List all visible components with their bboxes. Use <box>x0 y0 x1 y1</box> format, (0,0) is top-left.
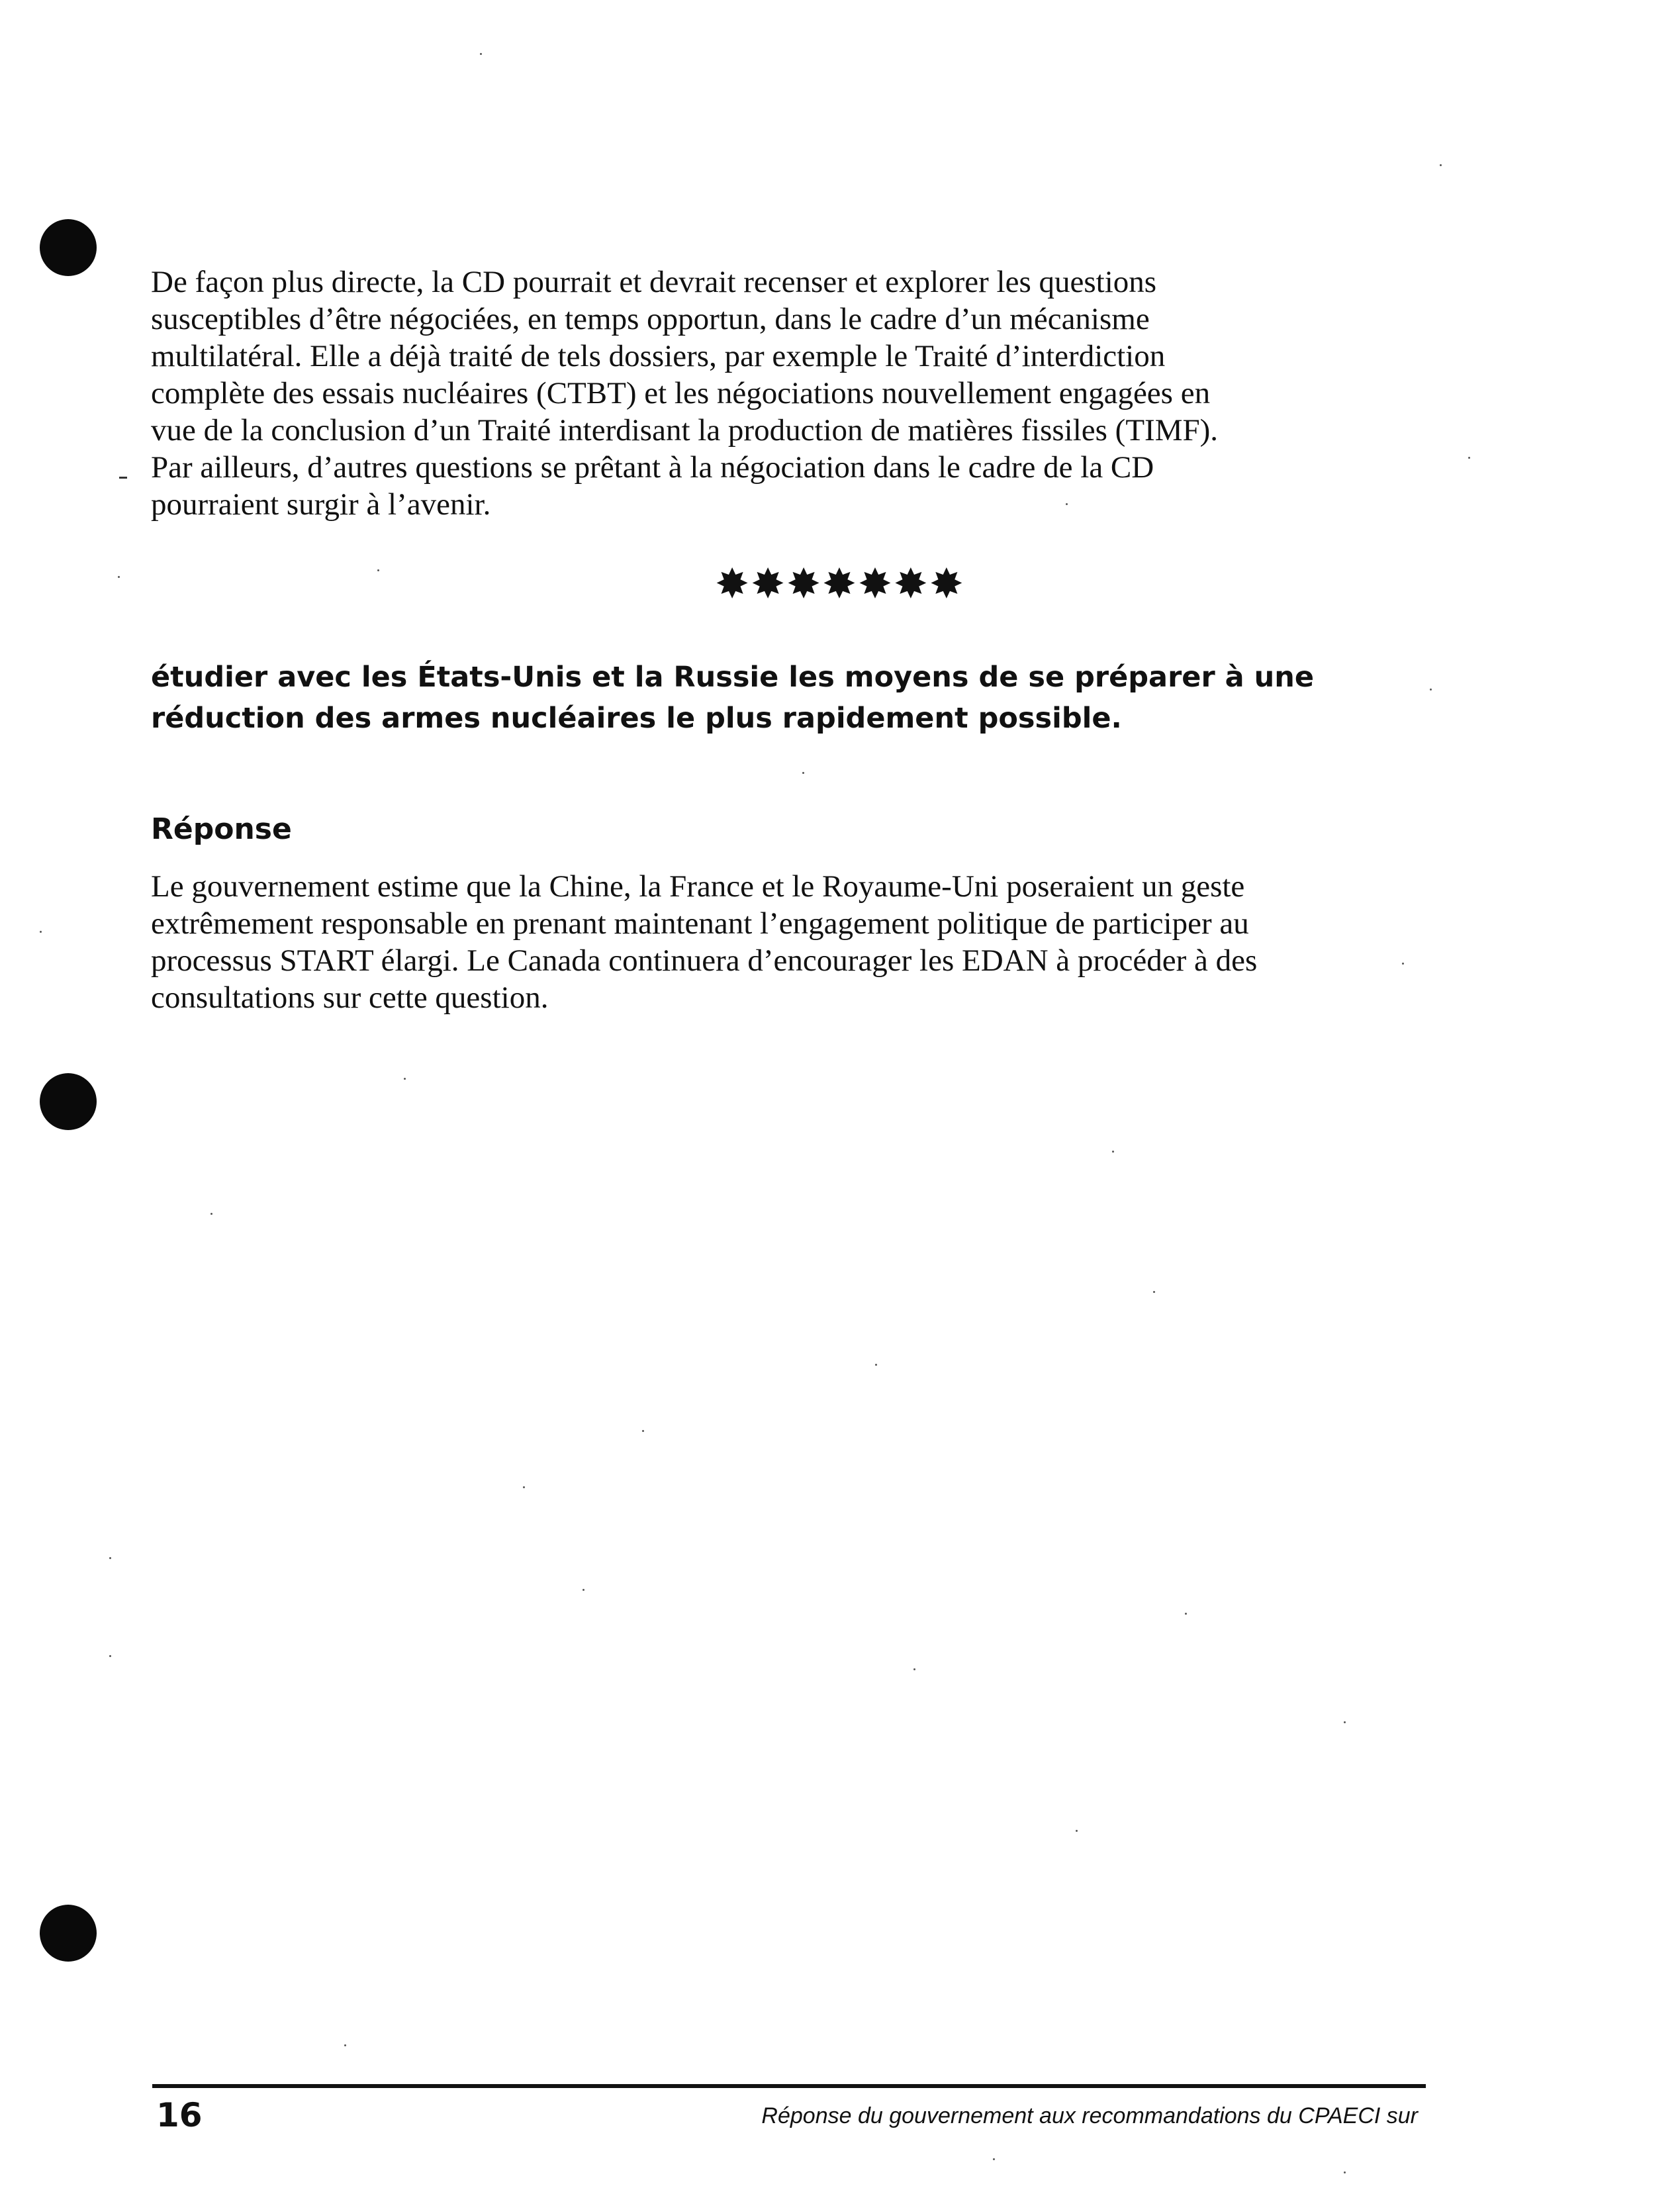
scan-speck <box>913 1668 915 1670</box>
scan-speck <box>523 1486 525 1488</box>
scan-speck <box>210 1213 212 1215</box>
text-line: De façon plus directe, la CD pourrait et devrait recenser et explorer les questions <box>151 265 1157 299</box>
scan-speck <box>642 1430 644 1432</box>
scan-speck <box>480 53 482 55</box>
scan-speck <box>40 931 42 933</box>
text-line: pourraient surgir à l’avenir. <box>151 487 491 522</box>
scan-speck <box>109 1557 111 1559</box>
text-line: étudier avec les États-Unis et la Russie les moyens de se préparer à une <box>151 661 1314 694</box>
scan-speck <box>1153 1291 1155 1293</box>
text-line: susceptibles d’être négociées, en temps opportun, dans le cadre d’un mécanisme <box>151 302 1150 336</box>
paragraph-cd-negotiations <box>151 263 1409 523</box>
response-heading: Réponse <box>151 812 292 846</box>
text-line: complète des essais nucléaires (CTBT) et les négociations nouvellement engagées en <box>151 376 1211 410</box>
section-separator: ✸✸✸✸✸✸✸ <box>715 559 965 608</box>
text-line: processus START élargi. Le Canada continuera d’encourager les EDAN à procéder à des <box>151 943 1258 978</box>
page-number: 16 <box>156 2096 203 2134</box>
text-line: extrêmement responsable en prenant maintenant l’engagement politique de participer au <box>151 906 1249 941</box>
scan-speck <box>1185 1613 1187 1615</box>
scan-speck <box>1402 963 1404 965</box>
text-line: réduction des armes nucléaires le plus rapidement possible. <box>151 702 1122 735</box>
scan-speck <box>993 2158 995 2160</box>
punch-hole <box>40 1905 97 1962</box>
scan-speck <box>1344 2171 1346 2173</box>
recommendation-text <box>151 657 1442 739</box>
text-line: multilatéral. Elle a déjà traité de tels dossiers, par exemple le Traité d’interdiction <box>151 339 1166 373</box>
paragraph-response <box>151 868 1409 1016</box>
running-footer-title: Réponse du gouvernement aux recommandations du CPAECI sur <box>761 2103 1418 2128</box>
text-line: vue de la conclusion d’un Traité interdisant la production de matières fissiles (TIMF). <box>151 413 1219 448</box>
punch-hole <box>40 1073 97 1130</box>
scan-speck <box>1066 503 1068 505</box>
scan-speck <box>344 2044 346 2046</box>
scan-speck <box>1440 164 1442 166</box>
scan-speck <box>1112 1151 1114 1153</box>
text-line: consultations sur cette question. <box>151 980 549 1015</box>
scan-speck <box>1344 1721 1346 1723</box>
scan-speck <box>1430 689 1432 690</box>
scan-speck <box>109 1655 111 1657</box>
scan-speck <box>377 569 379 571</box>
scan-speck <box>875 1364 877 1366</box>
scan-speck <box>583 1589 584 1591</box>
text-line: Par ailleurs, d’autres questions se prêtant à la négociation dans le cadre de la CD <box>151 450 1154 485</box>
punch-hole <box>40 219 97 276</box>
scan-speck <box>802 772 804 774</box>
margin-mark <box>119 477 127 479</box>
footer-rule <box>152 2084 1426 2088</box>
scan-speck <box>118 576 120 578</box>
text-line: Le gouvernement estime que la Chine, la France et le Royaume-Uni poseraient un geste <box>151 869 1245 904</box>
scan-speck <box>1468 457 1470 459</box>
scan-speck <box>1076 1830 1078 1832</box>
scan-speck <box>404 1078 406 1080</box>
